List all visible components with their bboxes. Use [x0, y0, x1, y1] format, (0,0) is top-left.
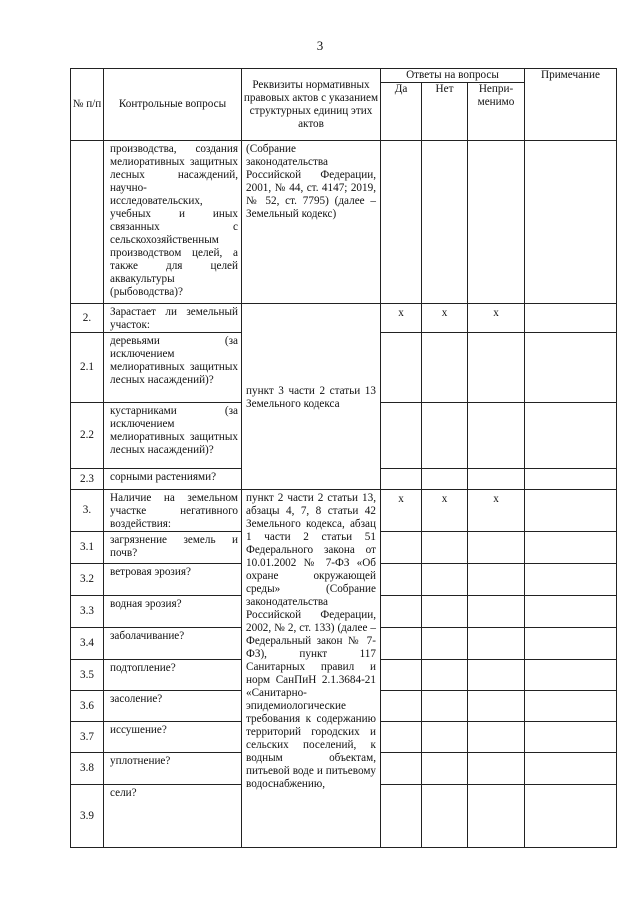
cell-yes: x: [381, 304, 422, 333]
cell-note: [525, 469, 617, 490]
cell-na: [468, 564, 525, 596]
header-answers: Ответы на вопросы: [381, 69, 525, 83]
cell-note: [525, 490, 617, 532]
row-number: 2.: [71, 304, 104, 333]
cell-note: [525, 753, 617, 785]
header-yes: Да: [381, 83, 422, 141]
row-number: [71, 141, 104, 304]
cell-na: [468, 660, 525, 691]
row-question: сорными растениями?: [104, 469, 242, 490]
row-number: 3.: [71, 490, 104, 532]
cell-note: [525, 564, 617, 596]
row-question: ветровая эрозия?: [104, 564, 242, 596]
row-question: заболачивание?: [104, 628, 242, 660]
cell-yes: [381, 691, 422, 722]
row-number: 3.9: [71, 785, 104, 848]
header-num: № п/п: [71, 69, 104, 141]
cell-na: x: [468, 490, 525, 532]
table-row: [71, 490, 617, 532]
cell-note: [525, 532, 617, 564]
cell-no: [422, 628, 468, 660]
cell-yes: [381, 596, 422, 628]
header-questions: Контрольные вопросы: [104, 69, 242, 141]
row-question: деревьями (за исключением мелиоративных защитных лесных насаждений)?: [104, 333, 242, 403]
cell-na: [468, 691, 525, 722]
cell-no: [422, 660, 468, 691]
row-number: 2.1: [71, 333, 104, 403]
row-question: сели?: [104, 785, 242, 848]
cell-no: [422, 785, 468, 848]
cell-na: [468, 141, 525, 304]
table-row: [71, 304, 617, 333]
cell-yes: [381, 532, 422, 564]
row-question: загрязнение земель и почв?: [104, 532, 242, 564]
row-question: Зарастает ли земельный участок:: [104, 304, 242, 333]
cell-na: [468, 722, 525, 753]
cell-na: [468, 596, 525, 628]
row-requisites: пункт 2 части 2 статьи 13, абзацы 4, 7, 8 статьи 42 Земельного кодекса, абзац 1 части 2 статьи 51 Федерального закона от 10.01.2002 № 7-ФЗ «Об охране окружающей среды» (Собрание законодательства Российской Федерации, 2002, № 2, ст. 133) (далее – Федеральный закон № 7-ФЗ), пункт 117 Санитарных правил и норм СанПиН 2.1.3684-21 «Санитарно-эпидемиологические требования к содержанию территорий городских и сельских поселений, к водным объектам, питьевой воде и питьевому водоснабжению,: [242, 490, 381, 848]
row-requisites: (Собрание законодательства Российской Федерации, 2001, № 44, ст. 4147; 2019, № 52, ст. 7795) (далее – Земельный кодекс): [242, 141, 381, 304]
row-number: 2.3: [71, 469, 104, 490]
row-question: производства, создания мелиоративных защитных лесных насаждений, научно-исследовательских, учебных и иных связанных с сельскохозяйственным производством целей, а также для целей аквакультуры (рыбоводства)?: [104, 141, 242, 304]
row-number: 3.5: [71, 660, 104, 691]
cell-no: [422, 469, 468, 490]
cell-note: [525, 403, 617, 469]
cell-yes: [381, 660, 422, 691]
row-question: водная эрозия?: [104, 596, 242, 628]
row-question: уплотнение?: [104, 753, 242, 785]
header-no: Нет: [422, 83, 468, 141]
cell-no: x: [422, 304, 468, 333]
cell-no: [422, 722, 468, 753]
row-number: 3.6: [71, 691, 104, 722]
cell-yes: [381, 722, 422, 753]
row-number: 3.3: [71, 596, 104, 628]
row-number: 3.7: [71, 722, 104, 753]
cell-no: [422, 753, 468, 785]
cell-no: [422, 532, 468, 564]
cell-na: [468, 628, 525, 660]
row-requisites: пункт 3 части 2 статьи 13 Земельного кодекса: [242, 304, 381, 490]
row-number: 2.2: [71, 403, 104, 469]
cell-na: [468, 532, 525, 564]
cell-yes: [381, 141, 422, 304]
cell-no: [422, 403, 468, 469]
cell-yes: [381, 564, 422, 596]
cell-yes: [381, 333, 422, 403]
cell-note: [525, 660, 617, 691]
cell-note: [525, 333, 617, 403]
cell-note: [525, 722, 617, 753]
cell-no: [422, 564, 468, 596]
cell-yes: [381, 403, 422, 469]
cell-note: [525, 596, 617, 628]
cell-yes: x: [381, 490, 422, 532]
cell-yes: [381, 469, 422, 490]
row-question: иссушение?: [104, 722, 242, 753]
cell-na: [468, 753, 525, 785]
cell-note: [525, 628, 617, 660]
row-number: 3.8: [71, 753, 104, 785]
cell-no: [422, 691, 468, 722]
cell-note: [525, 691, 617, 722]
checklist-table: [70, 68, 617, 848]
cell-na: x: [468, 304, 525, 333]
cell-no: x: [422, 490, 468, 532]
cell-no: [422, 333, 468, 403]
cell-note: [525, 304, 617, 333]
row-question: Наличие на земельном участке негативного воздействия:: [104, 490, 242, 532]
table-row: [71, 141, 617, 304]
header-requisites: Реквизиты нормативных правовых актов с указанием структурных единиц этих актов: [242, 69, 381, 141]
cell-na: [468, 333, 525, 403]
header-note: Примечание: [525, 69, 617, 141]
cell-no: [422, 141, 468, 304]
cell-yes: [381, 628, 422, 660]
cell-note: [525, 141, 617, 304]
row-question: кустарниками (за исключением мелиоративных защитных лесных насаждений)?: [104, 403, 242, 469]
row-question: подтопление?: [104, 660, 242, 691]
cell-na: [468, 403, 525, 469]
cell-no: [422, 596, 468, 628]
cell-yes: [381, 785, 422, 848]
header-row-1: [71, 69, 617, 83]
cell-note: [525, 785, 617, 848]
page-number: 3: [316, 38, 324, 53]
row-number: 3.1: [71, 532, 104, 564]
cell-na: [468, 785, 525, 848]
header-na: Непри-менимо: [468, 83, 525, 141]
row-question: засоление?: [104, 691, 242, 722]
row-number: 3.4: [71, 628, 104, 660]
cell-yes: [381, 753, 422, 785]
row-number: 3.2: [71, 564, 104, 596]
cell-na: [468, 469, 525, 490]
